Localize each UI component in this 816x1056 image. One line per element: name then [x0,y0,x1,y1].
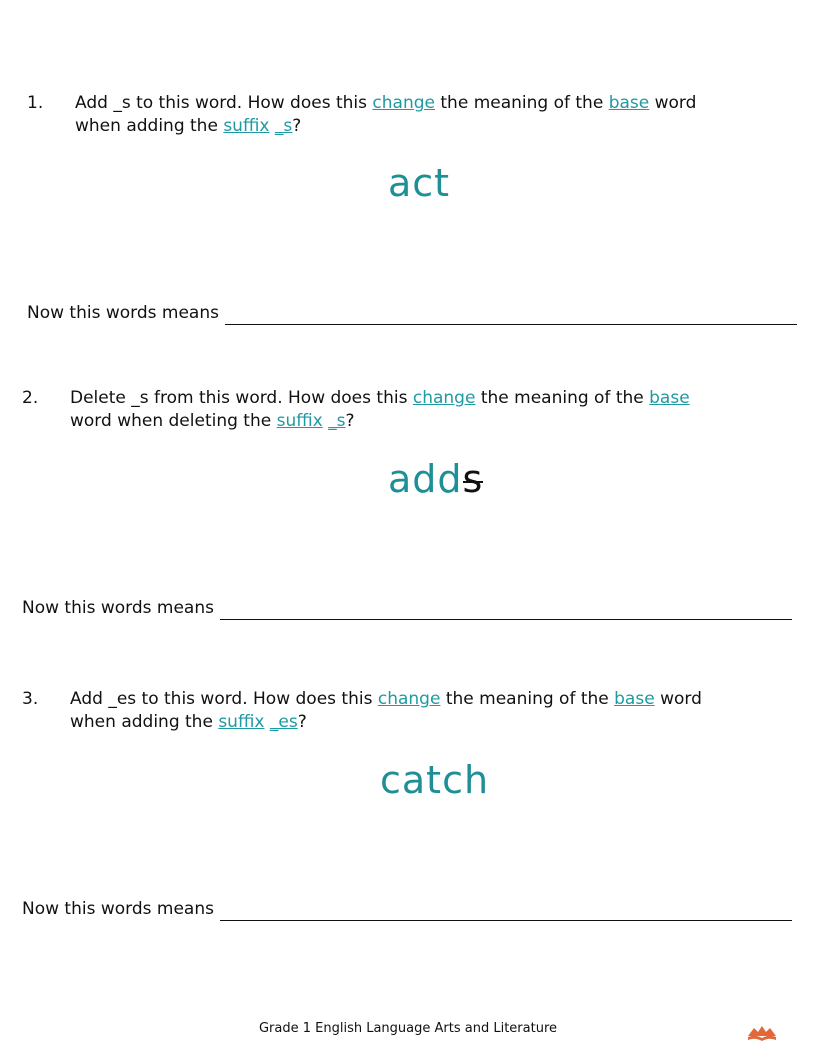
question-number: 3. [22,689,39,709]
answer-label: Now this words means [27,303,219,323]
base-link[interactable]: base [614,689,655,709]
question-text: Delete _s from this word. How does this change the meaning of the base word when deleting the suffix _s? [70,388,690,431]
target-word: catch [380,758,490,802]
target-word: act [388,161,451,205]
suffix-value-link[interactable]: _s [328,411,346,431]
page-footer: Grade 1 English Language Arts and Literature [258,1021,558,1036]
answer-line [22,898,792,921]
question-number: 1. [27,93,44,113]
suffix-value-link[interactable]: _es [269,712,298,732]
change-link[interactable]: change [412,388,476,408]
answer-label: Now this words means [22,598,214,618]
change-link[interactable]: change [377,689,441,709]
target-word-base: add [388,457,463,501]
answer-blank[interactable] [220,902,792,921]
answer-blank[interactable] [220,601,792,620]
suffix-link[interactable]: suffix [223,116,270,136]
suffix-link[interactable]: suffix [276,411,323,431]
question-text: Add _s to this word. How does this change the meaning of the base word when adding the suffix _s? [75,93,697,136]
question-text: Add _es to this word. How does this change the meaning of the base word when adding the suffix _es? [70,689,702,732]
base-link[interactable]: base [608,93,650,113]
answer-line [22,597,792,620]
answer-line [27,302,797,325]
answer-label: Now this words means [22,899,214,919]
change-link[interactable]: change [372,93,435,113]
base-link[interactable]: base [649,388,690,408]
target-word [388,456,483,502]
question-number: 2. [22,388,39,408]
answer-blank[interactable] [225,306,797,325]
open-book-logo-icon [746,1022,778,1044]
suffix-value-link[interactable]: _s [274,116,293,136]
suffix-link[interactable]: suffix [218,712,265,732]
struck-suffix: s [462,457,484,501]
